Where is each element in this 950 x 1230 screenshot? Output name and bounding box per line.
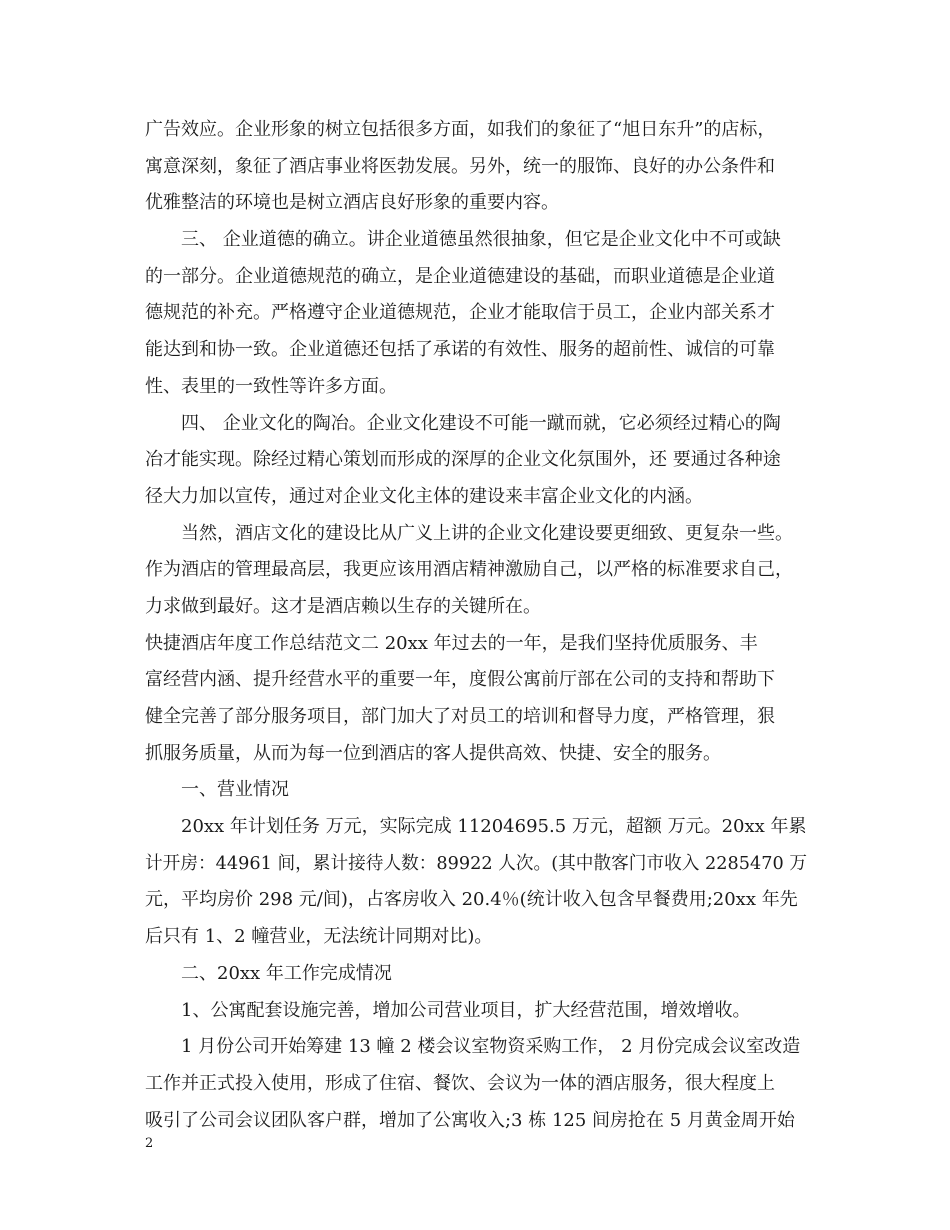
text-line-content: 力求做到最好。这才是酒店赖以生存的关键所在。: [145, 595, 541, 617]
text-line-content: 吸引了公司会议团队客户群，增加了公寓收入;3 栋 125 间房抢在 5 月黄金周开始: [145, 1109, 795, 1131]
text-line: [145, 956, 807, 993]
text-line: [145, 699, 807, 736]
text-line-content: 冶才能实现。除经过精心策划而形成的深厚的企业文化氛围外，还 要通过各种途: [145, 449, 781, 471]
text-line-content: 寓意深刻，象征了酒店事业将医勃发展。另外，统一的服饰、良好的办公条件和: [145, 155, 775, 177]
text-line: [145, 846, 807, 883]
text-line: [145, 993, 807, 1030]
text-line: [145, 589, 807, 626]
text-line-content: 性、表里的一致性等许多方面。: [145, 375, 397, 397]
text-line-content: 抓服务质量，从而为每一位到酒店的客人提供高效、快捷、安全的服务。: [145, 742, 721, 764]
text-line: [145, 772, 807, 809]
document-body: [145, 112, 807, 1139]
text-line-content: 后只有 1、2 幢营业，无法统计同期对比)。: [145, 926, 493, 948]
text-line-content: 富经营内涵、提升经营水平的重要一年，度假公寓前厅部在公司的支持和帮助下: [145, 669, 775, 691]
text-line-content: 健全完善了部分服务项目，部门加大了对员工的培训和督导力度，严格管理，狠: [145, 706, 775, 727]
text-line-content: 能达到和协一致。企业道德还包括了承诺的有效性、服务的超前性、诚信的可靠: [145, 339, 775, 361]
text-line-content: 当然，酒店文化的建设比从广义上讲的企业文化建设要更细致、更复杂一些。: [181, 522, 793, 544]
text-line: [145, 552, 807, 589]
text-line-content: 径大力加以宣传，通过对企业文化主体的建设来丰富企业文化的内涵。: [145, 485, 703, 507]
text-line: [145, 222, 807, 259]
text-line-content: 德规范的补充。严格遵守企业道德规范，企业才能取信于员工，企业内部关系才: [145, 302, 775, 324]
text-line: [145, 479, 807, 516]
text-line: [145, 259, 807, 296]
text-line: [145, 1103, 807, 1140]
text-line: [145, 185, 807, 222]
text-line: [145, 736, 807, 773]
text-line-content: 快捷酒店年度工作总结范文二 20xx 年过去的一年，是我们坚持优质服务、丰: [145, 632, 758, 654]
text-line: [145, 149, 807, 186]
text-line-content: 作为酒店的管理最高层，我更应该用酒店精神激励自己，以严格的标准要求自己，: [145, 559, 793, 581]
text-line-content: 一、营业情况: [181, 779, 289, 801]
text-line-content: 工作并正式投入使用，形成了住宿、餐饮、会议为一体的酒店服务，很大程度上: [145, 1072, 775, 1094]
text-line: [145, 809, 807, 846]
text-line-content: 计开房：44961 间，累计接待人数：89922 人次。(其中散客门市收入 2285470 万: [145, 852, 807, 874]
text-line-content: 三、 企业道德的确立。讲企业道德虽然很抽象，但它是企业文化中不可或缺: [181, 229, 781, 251]
text-line: [145, 626, 807, 663]
text-line: [145, 332, 807, 369]
text-line: [145, 442, 807, 479]
text-line: [145, 406, 807, 443]
text-line: [145, 295, 807, 332]
text-line: [145, 369, 807, 406]
text-line-content: 20xx 年计划任务 万元，实际完成 11204695.5 万元，超额 万元。20xx 年累: [181, 816, 807, 838]
text-line-content: 优雅整洁的环境也是树立酒店良好形象的重要内容。: [145, 192, 559, 214]
text-line: [145, 516, 807, 553]
text-line-content: 广告效应。企业形象的树立包括很多方面，如我们的象征了“旭日东升”的店标，: [145, 119, 776, 140]
text-line: [145, 882, 807, 919]
text-line-content: 元，平均房价 298 元/间)，占客房收入 20.4％(统计收入包含早餐费用;20xx 年先: [145, 889, 798, 911]
text-line: [145, 112, 807, 149]
text-line: [145, 1066, 807, 1103]
text-line-content: 1 月份公司开始筹建 13 幢 2 楼会议室物资采购工作， 2 月份完成会议室改造: [181, 1036, 801, 1058]
text-line-content: 的一部分。企业道德规范的确立，是企业道德建设的基础，而职业道德是企业道: [145, 265, 775, 287]
text-line-content: 四、 企业文化的陶冶。企业文化建设不可能一蹴而就，它必须经过精心的陶: [181, 412, 781, 434]
text-line: [145, 1029, 807, 1066]
text-line: [145, 662, 807, 699]
page-number: 2: [145, 1136, 154, 1151]
text-line-content: 1、公寓配套设施完善，增加公司营业项目，扩大经营范围，增效增收。: [181, 999, 751, 1021]
text-line: [145, 919, 807, 956]
text-line-content: 二、20xx 年工作完成情况: [181, 962, 392, 984]
